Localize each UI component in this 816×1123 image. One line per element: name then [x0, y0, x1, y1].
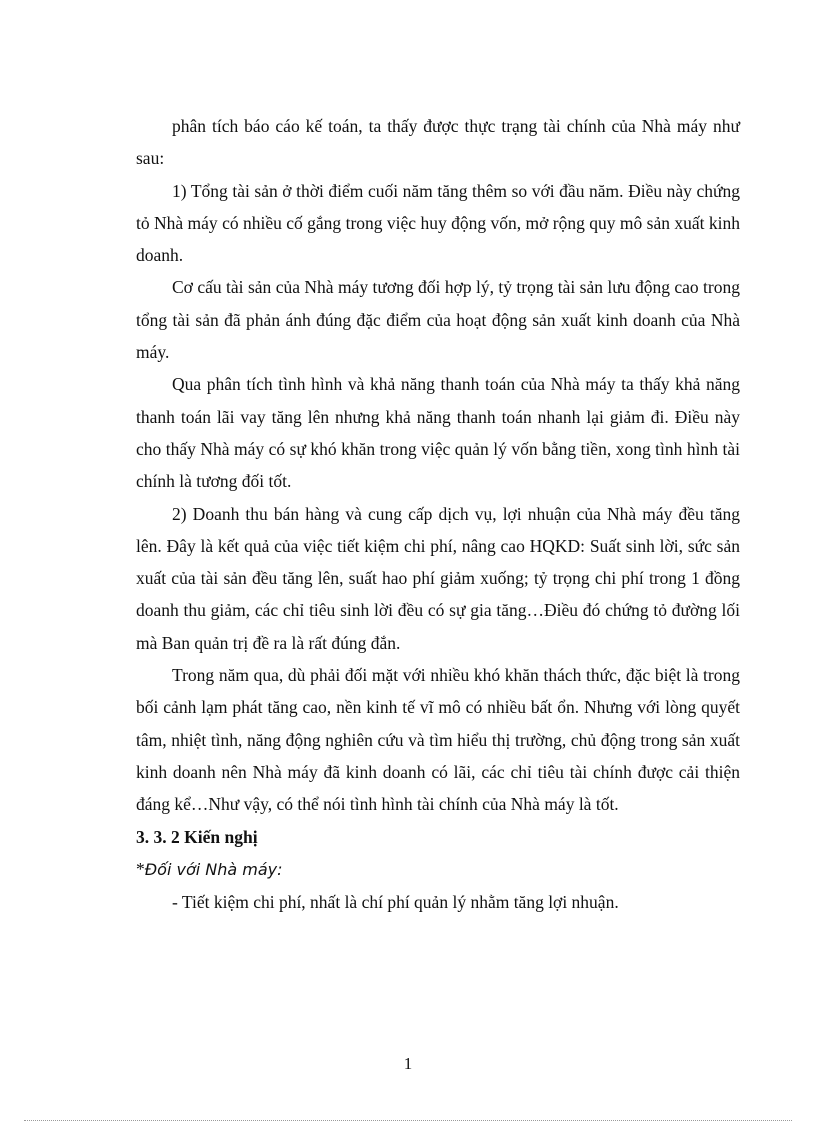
footer-divider: [24, 1120, 792, 1121]
subheading: [136, 853, 740, 886]
bullet-item: - Tiết kiệm chi phí, nhất là chí phí quản lý nhằm tăng lợi nhuận.: [172, 892, 619, 913]
paragraph-intro: phân tích báo cáo kế toán, ta thấy được thực trạng tài chính của Nhà máy như sau:: [136, 116, 740, 169]
paragraph-conclusion: Trong năm qua, dù phải đối mặt với nhiều khó khăn thách thức, đặc biệt là trong bối cảnh lạm phát tăng cao, nền kinh tế vĩ mô có nhiều bất ổn. Nhưng với lòng quyết tâm, nhiệt tình, năng động nghiên cứu và tìm hiểu thị trường, chủ động trong sản xuất kinh doanh nên Nhà máy đã kinh doanh có lãi, các chỉ tiêu tài chính được cải thiện đáng kể…Như vậy, có thể nói tình hình tài chính của Nhà máy là tốt.: [136, 665, 740, 815]
paragraph-point-1: 1) Tổng tài sản ở thời điểm cuối năm tăng thêm so với đầu năm. Điều này chứng tỏ Nhà máy có nhiều cố gắng trong việc huy động vốn, mở rộng quy mô sản xuất kinh doanh.: [136, 180, 740, 266]
document-page: [136, 110, 740, 918]
section-heading: 3. 3. 2 Kiến nghị: [136, 826, 258, 847]
page-number: 1: [403, 1054, 413, 1073]
subheading-text: Đối với Nhà máy: [144, 859, 278, 879]
subheading-colon: :: [277, 859, 283, 879]
subheading-star: *: [136, 858, 145, 879]
paragraph-asset-structure: Cơ cấu tài sản của Nhà máy tương đối hợp lý, tỷ trọng tài sản lưu động cao trong tổng tài sản đã phản ánh đúng đặc điểm của hoạt động sản xuất kinh doanh của Nhà máy.: [136, 277, 740, 363]
paragraph-point-2: 2) Doanh thu bán hàng và cung cấp dịch vụ, lợi nhuận của Nhà máy đều tăng lên. Đây là kết quả của việc tiết kiệm chi phí, nâng cao HQKD: Suất sinh lời, sức sản xuất của tài sản đều tăng lên, suất hao phí giảm xuống; tỷ trọng chi phí trong 1 đồng doanh thu giảm, các chỉ tiêu sinh lời đều có sự gia tăng…Điều đó chứng tỏ đường lối mà Ban quản trị đề ra là rất đúng đắn.: [136, 503, 740, 653]
paragraph-solvency: Qua phân tích tình hình và khả năng thanh toán của Nhà máy ta thấy khả năng thanh toán lãi vay tăng lên nhưng khả năng thanh toán nhanh lại giảm đi. Điều này cho thấy Nhà máy có sự khó khăn trong việc quản lý vốn bằng tiền, xong tình hình tài chính là tương đối tốt.: [136, 374, 740, 492]
